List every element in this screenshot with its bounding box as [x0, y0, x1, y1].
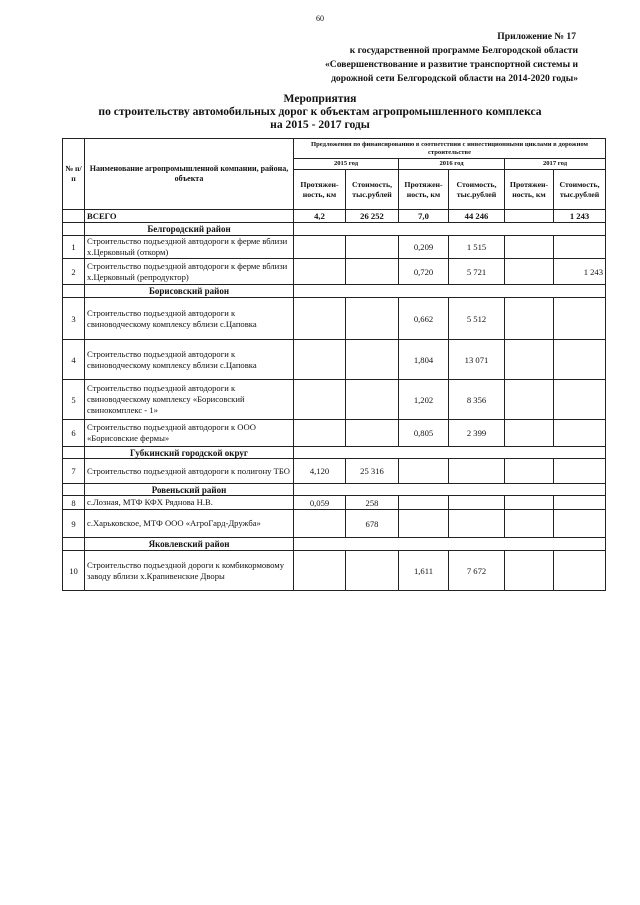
cell-value	[505, 510, 554, 538]
table-row	[63, 510, 606, 538]
row-name: Строительство подъездной автодороги к ООО «Борисовские фермы»	[85, 420, 294, 447]
cell-value	[505, 236, 554, 259]
cell-value	[554, 236, 606, 259]
row-number: 10	[63, 551, 85, 591]
cell-value	[554, 459, 606, 484]
region-label: Губкинский городской округ	[85, 447, 294, 459]
title-line: по строительству автомобильных дорог к объектам агропромышленного комплекса	[98, 105, 542, 118]
subheader-cost: Стоимость, тыс.рублей	[554, 170, 606, 210]
cell-value: 0,209	[399, 236, 449, 259]
total-value	[505, 210, 554, 223]
cell-value: 0,805	[399, 420, 449, 447]
row-number: 7	[63, 459, 85, 484]
cell-value	[294, 259, 346, 285]
cell-value: 25 316	[346, 459, 399, 484]
appendix-line: Приложение № 17	[497, 31, 576, 42]
row-name: Строительство подъездной автодороги к свиноводческому комплексу «Борисовский свинокомплекс - 1»	[85, 380, 294, 420]
total-label: ВСЕГО	[85, 210, 294, 223]
cell-value	[346, 298, 399, 340]
total-value: 4,2	[294, 210, 346, 223]
appendix-header	[325, 30, 578, 86]
table-row	[63, 340, 606, 380]
cell-value	[399, 510, 449, 538]
appendix-line: «Совершенствование и развитие транспортной системы и	[324, 59, 578, 70]
cell-value	[346, 236, 399, 259]
cell-value	[346, 340, 399, 380]
table-row	[63, 420, 606, 447]
table-row	[63, 259, 606, 285]
region-row	[63, 285, 606, 298]
region-label: Ровеньский район	[85, 484, 294, 496]
cell-value	[346, 380, 399, 420]
cell-value: 0,720	[399, 259, 449, 285]
title-line: Мероприятия	[283, 92, 357, 105]
subheader-cost: Стоимость, тыс.рублей	[346, 170, 399, 210]
region-row	[63, 447, 606, 459]
column-header-name: Наименование агропромышленной компании, района, объекта	[85, 139, 294, 210]
region-row	[63, 223, 606, 236]
row-name: Строительство подъездной автодороги к ферме вблизи х.Церковный (откорм)	[85, 236, 294, 259]
cell-value	[554, 340, 606, 380]
cell-value: 5 512	[449, 298, 505, 340]
document-title	[0, 92, 640, 131]
cell-value	[554, 420, 606, 447]
region-row	[63, 484, 606, 496]
cell-value	[505, 259, 554, 285]
cell-value	[554, 510, 606, 538]
cell-value	[294, 551, 346, 591]
total-value: 1 243	[554, 210, 606, 223]
row-number: 4	[63, 340, 85, 380]
cell-value: 1 515	[449, 236, 505, 259]
cell-value: 5 721	[449, 259, 505, 285]
row-number: 8	[63, 496, 85, 510]
cell-value	[554, 298, 606, 340]
row-number: 3	[63, 298, 85, 340]
cell-value	[294, 298, 346, 340]
cell-value	[505, 380, 554, 420]
cell-value	[346, 259, 399, 285]
page-number: 60	[316, 14, 324, 23]
row-name: Строительство подъездной дороги к комбикормовому заводу вблизи х.Крапивенские Дворы	[85, 551, 294, 591]
year-header: 2016 год	[399, 159, 505, 170]
cell-value	[449, 496, 505, 510]
cell-value	[554, 380, 606, 420]
table-row	[63, 380, 606, 420]
appendix-line: к государственной программе Белгородской области	[349, 45, 578, 56]
cell-value	[346, 420, 399, 447]
table-body	[63, 210, 606, 591]
cell-value: 4,120	[294, 459, 346, 484]
total-value: 26 252	[346, 210, 399, 223]
cell-value	[554, 496, 606, 510]
cell-value	[505, 298, 554, 340]
cell-value	[294, 420, 346, 447]
cell-value	[505, 420, 554, 447]
cell-value	[294, 380, 346, 420]
cell-value	[449, 459, 505, 484]
cell-value: 1,202	[399, 380, 449, 420]
cell-value: 258	[346, 496, 399, 510]
table-row	[63, 298, 606, 340]
row-name: Строительство подъездной автодороги к полигону ТБО	[85, 459, 294, 484]
cell-value	[294, 236, 346, 259]
cell-value: 1,804	[399, 340, 449, 380]
cell-value: 1 243	[554, 259, 606, 285]
subheader-cost: Стоимость, тыс.рублей	[449, 170, 505, 210]
row-number: 5	[63, 380, 85, 420]
subheader-length: Протяжен-ность, км	[505, 170, 554, 210]
table-row	[63, 551, 606, 591]
total-value: 44 246	[449, 210, 505, 223]
year-header: 2017 год	[505, 159, 606, 170]
cell-value	[505, 496, 554, 510]
row-number: 2	[63, 259, 85, 285]
financing-group-header: Предложения по финансированию в соответствии с инвестиционными циклами в дорожном строительстве	[294, 139, 606, 159]
appendix-line: дорожной сети Белгородской области на 2014-2020 годы»	[331, 73, 578, 84]
cell-value	[449, 510, 505, 538]
subheader-length: Протяжен-ность, км	[294, 170, 346, 210]
cell-value	[554, 551, 606, 591]
cell-value	[294, 510, 346, 538]
cell-value	[399, 496, 449, 510]
region-row	[63, 538, 606, 551]
region-label: Белгородский район	[85, 223, 294, 236]
total-value: 7,0	[399, 210, 449, 223]
cell-value: 2 399	[449, 420, 505, 447]
cell-value	[505, 340, 554, 380]
row-number: 1	[63, 236, 85, 259]
cell-value: 0,059	[294, 496, 346, 510]
projects-table	[62, 138, 606, 591]
region-label: Борисовский район	[85, 285, 294, 298]
row-name: Строительство подъездной автодороги к свиноводческому комплексу вблизи с.Цаповка	[85, 340, 294, 380]
row-number: 6	[63, 420, 85, 447]
table-row	[63, 496, 606, 510]
total-row	[63, 210, 606, 223]
region-label: Яковлевский район	[85, 538, 294, 551]
table-row	[63, 236, 606, 259]
year-header: 2015 год	[294, 159, 399, 170]
row-name: Строительство подъездной автодороги к свиноводческому комплексу вблизи с.Цаповка	[85, 298, 294, 340]
cell-value: 7 672	[449, 551, 505, 591]
cell-value	[294, 340, 346, 380]
subheader-length: Протяжен-ность, км	[399, 170, 449, 210]
title-line: на 2015 - 2017 годы	[270, 118, 370, 131]
row-number: 9	[63, 510, 85, 538]
cell-value	[505, 459, 554, 484]
row-name: с.Лозная, МТФ КФХ Ряднова Н.В.	[85, 496, 294, 510]
cell-value	[346, 551, 399, 591]
row-name: с.Харьковское, МТФ ООО «АгроГард-Дружба»	[85, 510, 294, 538]
row-name: Строительство подъездной автодороги к ферме вблизи х.Церковный (репродуктор)	[85, 259, 294, 285]
cell-value: 13 071	[449, 340, 505, 380]
cell-value: 1,611	[399, 551, 449, 591]
cell-value: 8 356	[449, 380, 505, 420]
table-row	[63, 459, 606, 484]
cell-value: 0,662	[399, 298, 449, 340]
cell-value: 678	[346, 510, 399, 538]
cell-value	[505, 551, 554, 591]
cell-value	[399, 459, 449, 484]
column-header-number: № п/п	[63, 139, 85, 210]
